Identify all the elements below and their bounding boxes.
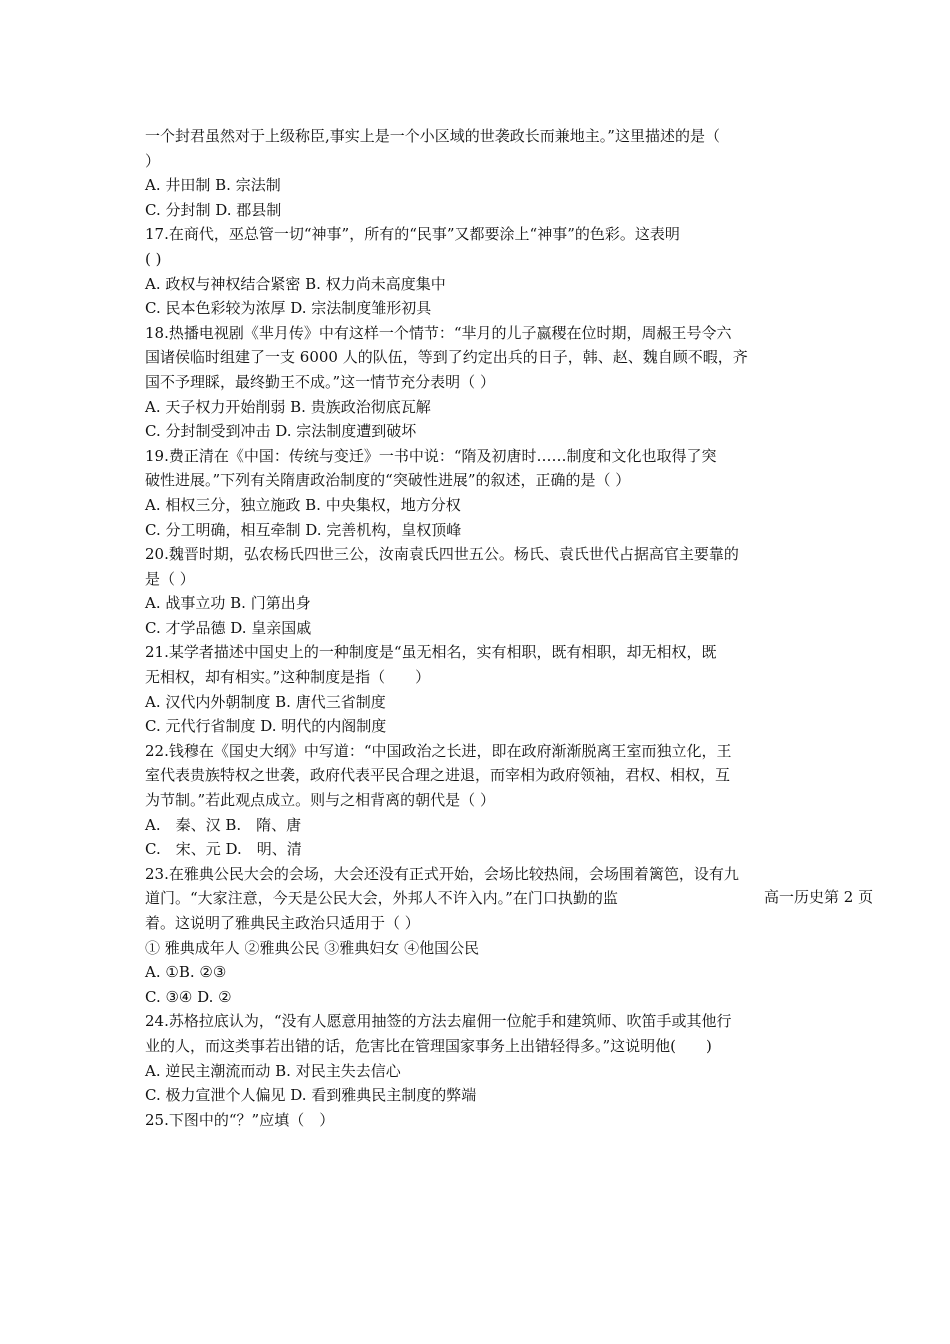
page-footer: 高一历史第 2 页 [764,888,874,906]
text-line: 道门。“大家注意，今天是公民大会，外邦人不许入内。”在门口执勤的监 [145,889,618,908]
question-25: 25.下图中的“？”应填（ ） [145,1110,335,1129]
option-line: C. 极力宣泄个人偏见 D. 看到雅典民主制度的弊端 [145,1086,477,1105]
option-line: A. 井田制 B. 宗法制 [145,176,281,195]
text-line: 是（ ） [145,569,195,588]
text-line: 业的人，而这类事若出错的话，危害比在管理国家事务上出错轻得多。”这说明他( ) [145,1036,712,1055]
option-line: A. 相权三分，独立施政 B. 中央集权，地方分权 [145,495,461,514]
text-line: ( ) [145,249,162,268]
option-line: C. 分工明确，相互牵制 D. 完善机构，皇权顶峰 [145,520,462,539]
option-line: A. 汉代内外朝制度 B. 唐代三省制度 [145,692,386,711]
text-line: 室代表贵族特权之世袭，政府代表平民合理之进退，而宰相为政府领袖，君权、相权，互 [145,766,731,785]
option-line: C. 元代行省制度 D. 明代的内阁制度 [145,717,387,736]
text-line: 着。这说明了雅典民主政治只适用于（ ） [145,914,420,932]
question-19: 19.费正清在《中国：传统与变迁》一书中说：“隋及初唐时……制度和文化也取得了突 [145,446,717,465]
question-24: 24.苏格拉底认为，“没有人愿意用抽签的方法去雇佣一位舵手和建筑师、吹笛手或其他行 [145,1012,732,1031]
option-line: C. 分封制 D. 郡县制 [145,200,282,219]
question-17: 17.在商代，巫总管一切“神事”，所有的“民事”又都要涂上“神事”的色彩。这表明 [145,225,680,244]
question-18: 18.热播电视剧《芈月传》中有这样一个情节：“芈月的儿子嬴稷在位时期，周赧王号令六 [145,323,732,342]
text-line: 国诸侯临时组建了一支 6000 人的队伍，等到了约定出兵的日子，韩、赵、魏自顾不暇，齐 [145,348,748,367]
option-line: A. 政权与神权结合紧密 B. 权力尚未高度集中 [145,274,446,293]
option-line: C. 分封制受到冲击 D. 宗法制度遭到破坏 [145,422,417,441]
text-line: ） [145,151,161,170]
option-line: A. ①B. ②③ [145,963,227,982]
option-line: C. 才学品德 D. 皇亲国戚 [145,618,312,637]
text-line: 一个封君虽然对于上级称臣,事实上是一个小区域的世袭政长而兼地主。”这里描述的是（ [145,127,720,145]
option-line: C. ③④ D. ② [145,987,232,1006]
question-21: 21.某学者描述中国史上的一种制度是“虽无相名，实有相职，既有相职，却无相权，既 [145,643,717,662]
option-line: C. 宋、元 D. 明、清 [145,840,302,859]
text-line: ① 雅典成年人 ②雅典公民 ③雅典妇女 ④他国公民 [145,938,480,957]
question-23: 23.在雅典公民大会的会场，大会还没有正式开始，会场比较热闹，会场围着篱笆，设有九 [145,864,739,883]
text-line: 破性进展。”下列有关隋唐政治制度的“突破性进展”的叙述，正确的是（ ） [145,471,631,490]
option-line: A. 天子权力开始削弱 B. 贵族政治彻底瓦解 [145,397,431,416]
question-20: 20.魏晋时期，弘农杨氏四世三公，汝南袁氏四世五公。杨氏、袁氏世代占据高官主要靠的 [145,545,739,564]
text-line: 国不予理睬，最终勤王不成。”这一情节充分表明（ ） [145,372,495,391]
option-line: A. 战事立功 B. 门第出身 [145,594,311,613]
option-line: C. 民本色彩较为浓厚 D. 宗法制度雏形初具 [145,299,432,318]
text-line: 无相权，却有相实。”这种制度是指（ ） [145,668,431,687]
question-22: 22.钱穆在《国史大纲》中写道：“中国政治之长进，即在政府渐渐脱离王室而独立化，王 [145,741,732,760]
option-line: A. 秦、汉 B. 隋、唐 [145,815,302,834]
text-line: 为节制。”若此观点成立。则与之相背离的朝代是（ ） [145,791,495,810]
document-body [145,124,810,1132]
option-line: A. 逆民主潮流而动 B. 对民主失去信心 [145,1061,401,1080]
